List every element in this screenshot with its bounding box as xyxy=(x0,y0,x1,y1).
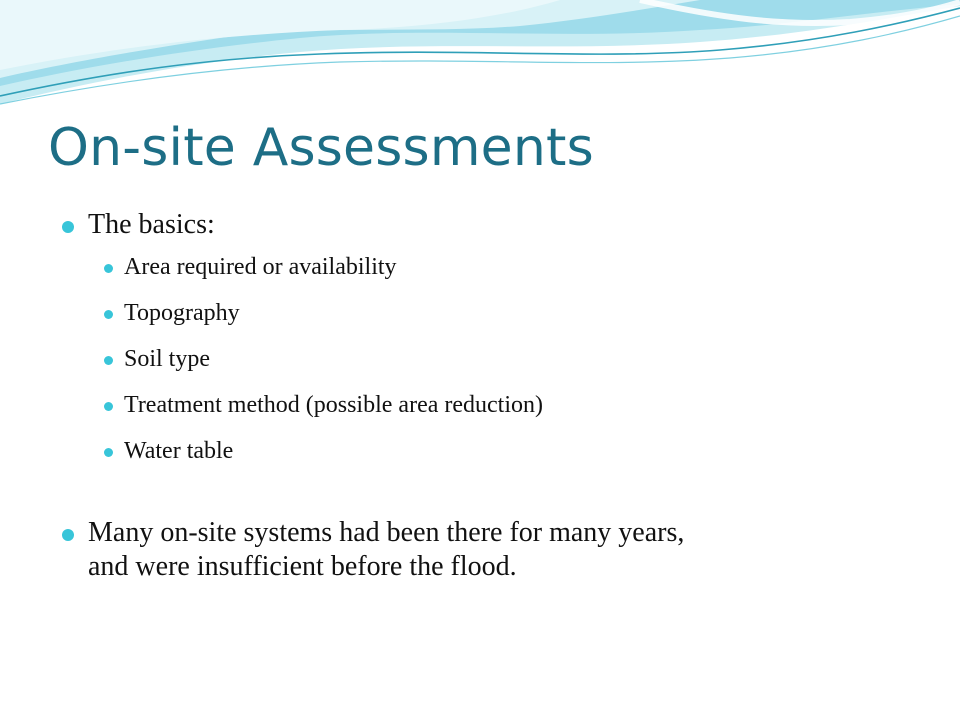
spacer xyxy=(62,482,922,516)
bullet-onsite-systems xyxy=(62,516,922,584)
subitem-soil-type xyxy=(104,344,922,374)
bullet-basics xyxy=(62,208,922,242)
subitem-text: Treatment method (possible area reduction) xyxy=(124,392,543,418)
bullet-onsite-line2: and were insufficient before the flood. xyxy=(88,551,517,582)
bullet-dot-icon xyxy=(104,310,113,319)
subitem-text: Soil type xyxy=(124,346,211,372)
bullet-basics-text: The basics: xyxy=(88,209,215,240)
header-wave-decoration xyxy=(0,0,960,120)
subitem-area xyxy=(104,252,922,282)
subitem-treatment-method xyxy=(104,390,922,420)
slide-title: On-site Assessments xyxy=(48,118,594,178)
subitem-text: Topography xyxy=(124,300,240,326)
bullet-dot-icon xyxy=(62,221,74,233)
bullet-dot-icon xyxy=(104,356,113,365)
subitem-water-table xyxy=(104,436,922,466)
subitem-text: Water table xyxy=(124,438,234,464)
bullet-dot-icon xyxy=(104,448,113,457)
bullet-dot-icon xyxy=(62,529,74,541)
subitem-topography xyxy=(104,298,922,328)
bullet-onsite-line1: Many on-site systems had been there for many years, xyxy=(88,517,685,548)
basics-sublist xyxy=(104,252,922,466)
bullet-dot-icon xyxy=(104,402,113,411)
subitem-text: Area required or availability xyxy=(124,254,397,280)
slide-content xyxy=(62,208,922,584)
bullet-dot-icon xyxy=(104,264,113,273)
